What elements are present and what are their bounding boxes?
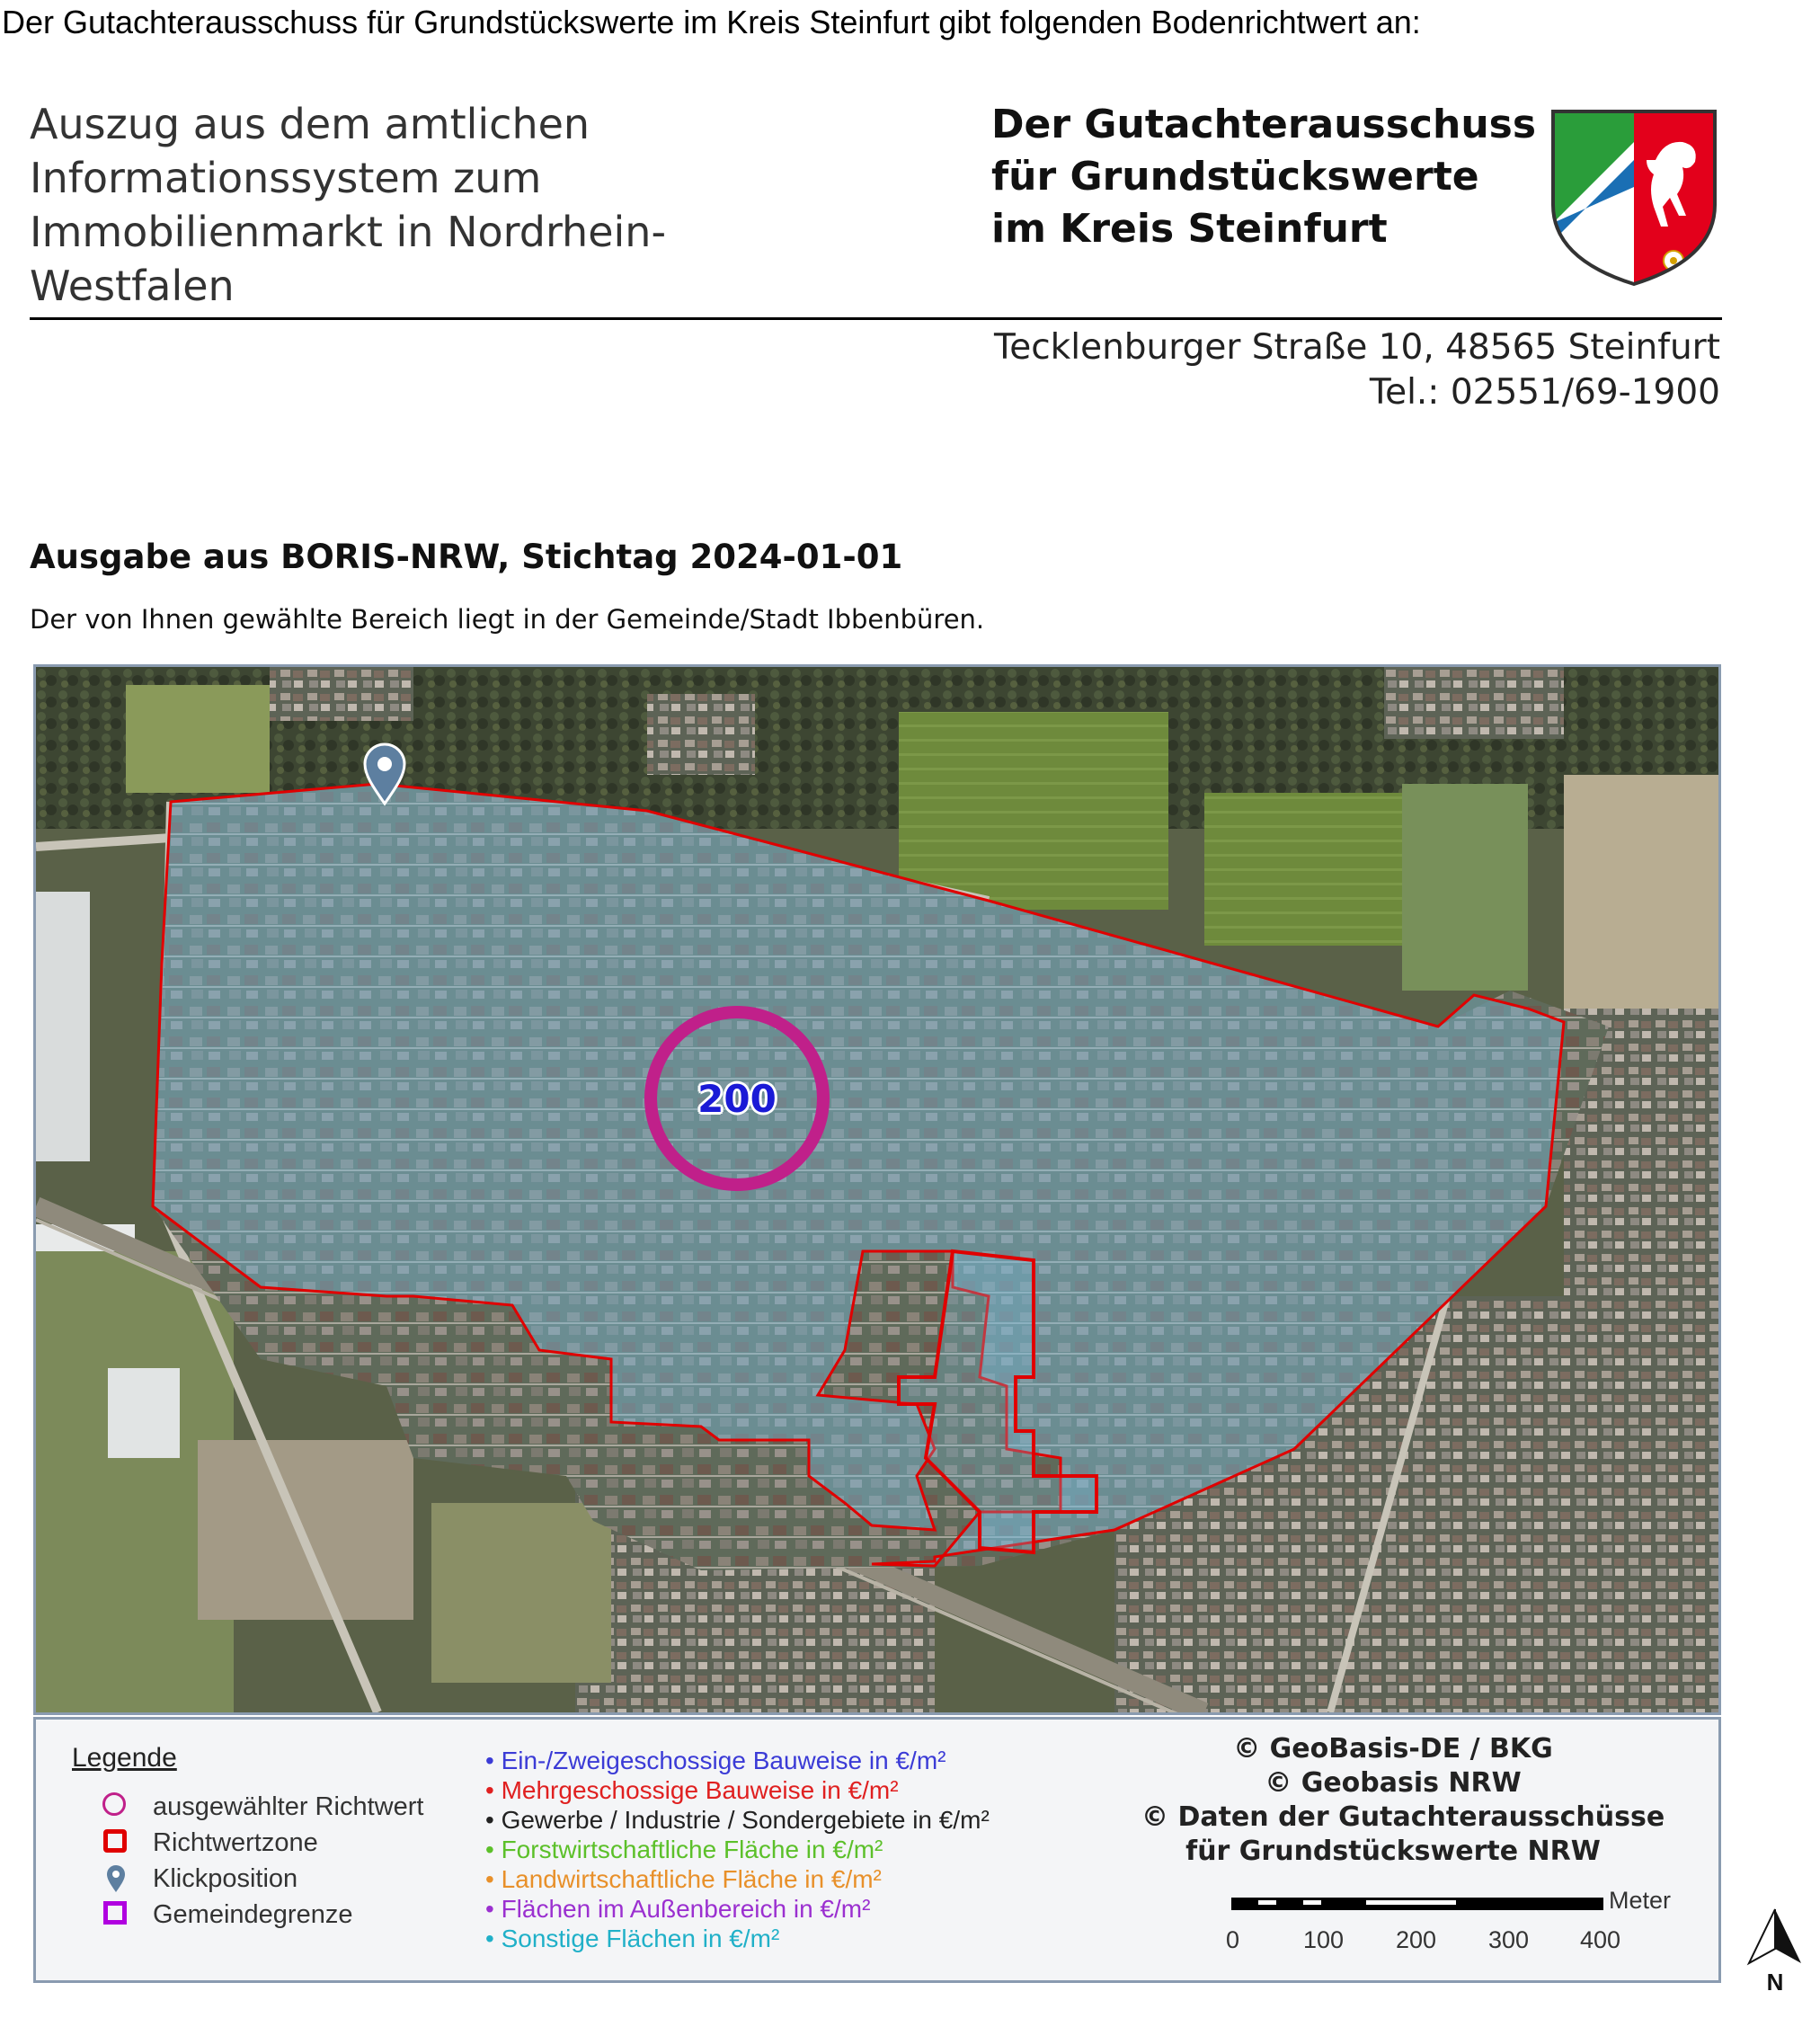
- north-arrow-icon: [1744, 1906, 1807, 1996]
- category-multi-storey: • Mehrgeschossige Bauweise in €/m²: [485, 1776, 899, 1804]
- document-title-line: Immobilienmarkt in Nordrhein-: [30, 208, 667, 256]
- category-forestry: • Forstwirtschaftliche Fläche in €/m²: [485, 1836, 883, 1863]
- office-name: [991, 99, 1536, 255]
- legend-item-zone: [99, 1827, 318, 1858]
- document-title: [30, 97, 666, 313]
- document-title-line: Westfalen: [30, 262, 235, 310]
- legend-item-label: Gemeindegrenze: [153, 1899, 353, 1929]
- selected-value-label: 200: [697, 1077, 777, 1121]
- legend-item-label: Richtwertzone: [153, 1827, 318, 1857]
- map-pin-icon: [99, 1863, 135, 1894]
- output-title: Ausgabe aus BORIS-NRW, Stichtag 2024-01-01: [30, 538, 903, 576]
- scale-tick: 200: [1396, 1926, 1437, 1953]
- document-title-line: Informationssystem zum: [30, 154, 542, 202]
- legend-item-selected-value: [99, 1791, 423, 1822]
- scale-tick: 0: [1226, 1926, 1240, 1953]
- office-address: [994, 325, 1720, 415]
- scale-tick: 400: [1580, 1926, 1621, 1953]
- document-title-line: Auszug aus dem amtlichen: [30, 100, 590, 148]
- map-view[interactable]: [33, 664, 1721, 1715]
- municipality-text: Der von Ihnen gewählte Bereich liegt in der Gemeinde/Stadt Ibbenbüren.: [30, 604, 985, 635]
- scale-tick: 300: [1488, 1926, 1530, 1953]
- category-agricultural: • Landwirtschaftliche Fläche in €/m²: [485, 1865, 882, 1893]
- address-line: Tecklenburger Straße 10, 48565 Steinfurt: [994, 327, 1720, 368]
- category-other: • Sonstige Flächen in €/m²: [485, 1925, 780, 1952]
- copyright-line: für Grundstückswerte NRW: [1185, 1836, 1601, 1867]
- map-legend: [33, 1717, 1721, 1983]
- purple-square-icon: [99, 1899, 135, 1930]
- legend-title: Legende: [72, 1743, 177, 1773]
- scale-bar: [1222, 1887, 1672, 1968]
- office-name-line: Der Gutachterausschuss: [991, 102, 1537, 147]
- category-outer-area: • Flächen im Außenbereich in €/m²: [485, 1895, 871, 1923]
- scale-tick: 100: [1303, 1926, 1345, 1953]
- intro-text: Der Gutachterausschuss für Grundstückswerte im Kreis Steinfurt gibt folgenden Bodenrichtwert an:: [2, 4, 1421, 40]
- red-square-icon: [99, 1827, 135, 1858]
- copyright-line: © GeoBasis-DE / BKG: [1233, 1733, 1553, 1765]
- category-single-two-storey: • Ein-/Zweigeschossige Bauweise in €/m²: [485, 1747, 946, 1774]
- copyright-line: © Geobasis NRW: [1265, 1767, 1522, 1799]
- legend-item-label: ausgewählter Richtwert: [153, 1791, 424, 1821]
- copyright-notice: [1141, 1732, 1665, 1869]
- legend-item-municipal-boundary: [99, 1899, 352, 1930]
- aerial-map: [36, 667, 1718, 1712]
- nrw-coat-of-arms-icon: [1548, 106, 1720, 289]
- circle-icon: [99, 1791, 135, 1822]
- office-name-line: im Kreis Steinfurt: [991, 206, 1388, 252]
- category-commercial: • Gewerbe / Industrie / Sondergebiete in €/m²: [485, 1806, 990, 1834]
- legend-item-click-position: [99, 1863, 297, 1894]
- office-name-line: für Grundstückswerte: [991, 154, 1479, 200]
- phone-line: Tel.: 02551/69-1900: [1369, 372, 1720, 413]
- copyright-line: © Daten der Gutachterausschüsse: [1141, 1801, 1665, 1833]
- scale-unit: Meter: [1609, 1887, 1672, 1914]
- legend-item-label: Klickposition: [153, 1863, 298, 1893]
- header-divider: [30, 317, 1722, 320]
- north-label: N: [1766, 1969, 1784, 1996]
